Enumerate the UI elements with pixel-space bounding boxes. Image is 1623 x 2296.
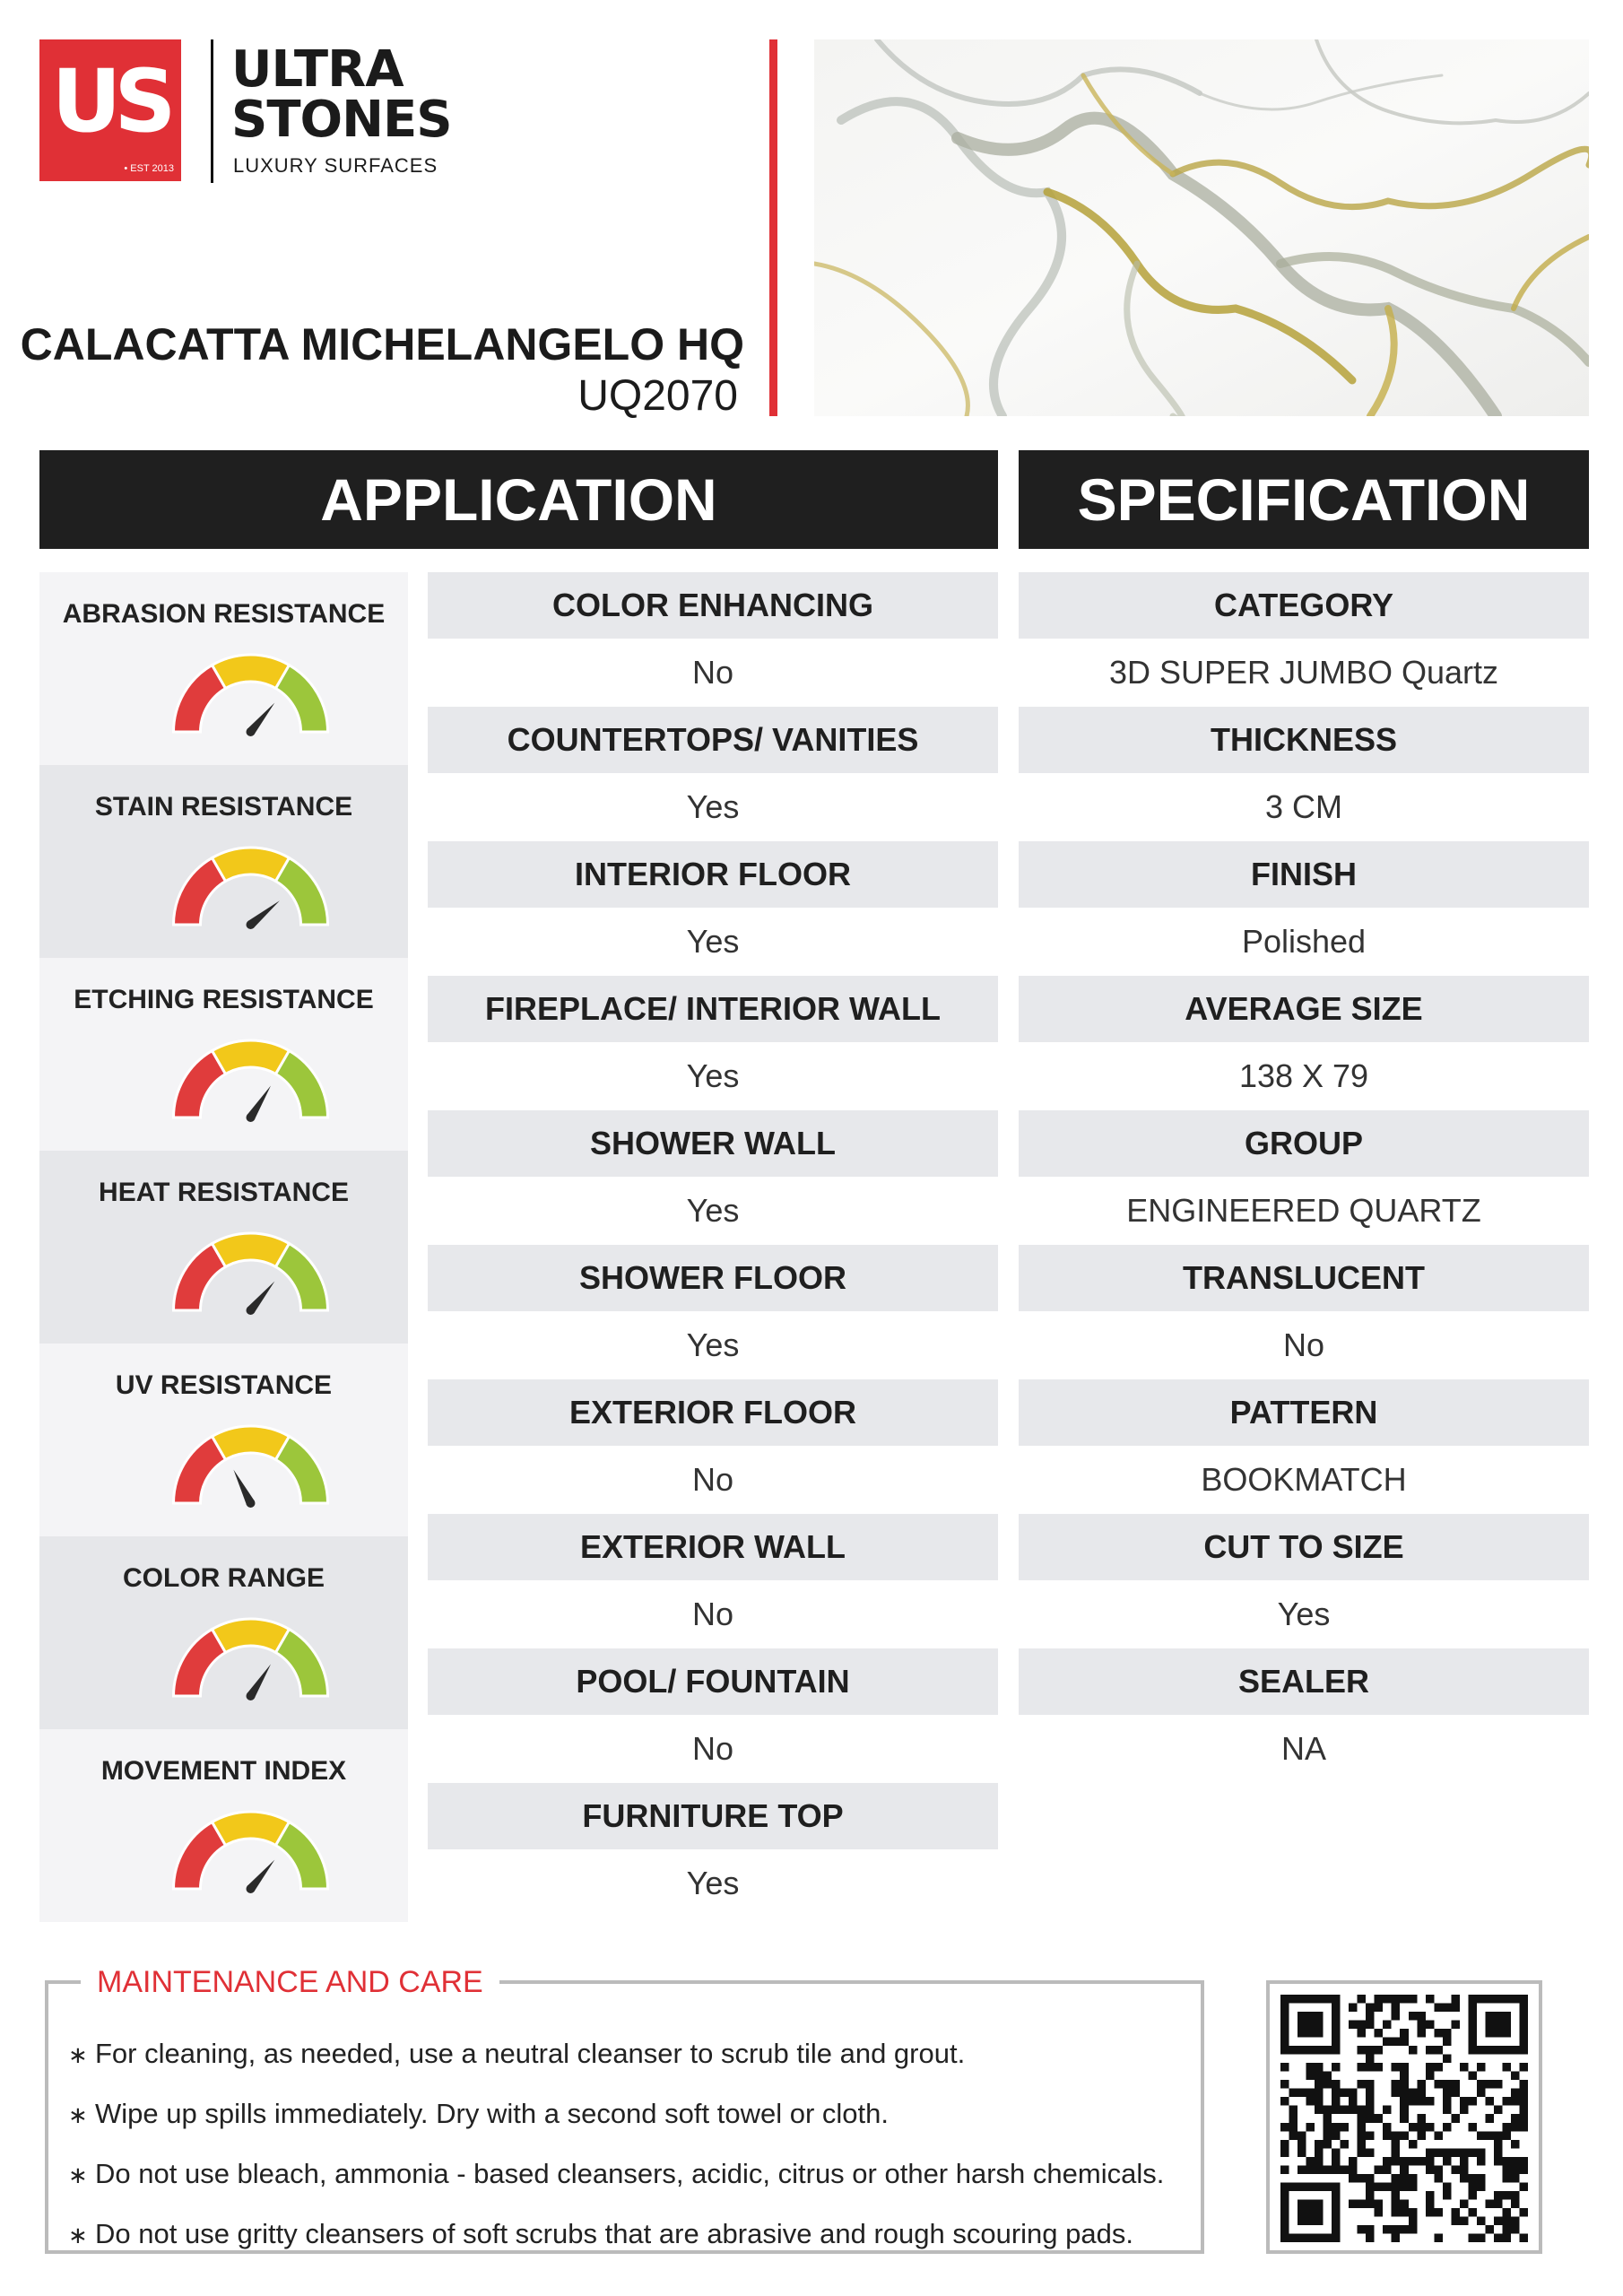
application-value: Yes xyxy=(686,923,740,960)
gauge-etching-resistance xyxy=(39,958,408,1151)
brand-tagline: LUXURY SURFACES xyxy=(233,154,438,177)
gauge-hub xyxy=(247,727,256,736)
gauge-hub xyxy=(247,1306,256,1315)
application-label: SHOWER FLOOR xyxy=(428,1245,998,1311)
application-label: FURNITURE TOP xyxy=(428,1783,998,1849)
maintenance-item xyxy=(68,2144,1164,2205)
brand-name-line2: STONES xyxy=(231,91,452,149)
brand-name-line1: ULTRA xyxy=(231,40,404,99)
maintenance-box xyxy=(45,1965,1204,2254)
gauge-movement-index xyxy=(39,1729,408,1922)
product-name: CALACATTA MICHELANGELO HQ xyxy=(20,319,744,370)
gauge-green-segment xyxy=(276,1822,328,1889)
asterisk-icon: ∗ xyxy=(68,2101,88,2128)
speedometer-gauge-icon xyxy=(172,1615,329,1705)
gauge-green-segment xyxy=(276,1051,328,1118)
gauge-abrasion-resistance xyxy=(39,572,408,765)
maintenance-item-text: Wipe up spills immediately. Dry with a second soft towel or cloth. xyxy=(95,2098,889,2129)
speedometer-gauge-icon xyxy=(172,1808,329,1898)
gauge-hub xyxy=(247,1113,256,1122)
application-label: FIREPLACE/ INTERIOR WALL xyxy=(428,976,998,1042)
specification-value: 3 CM xyxy=(1264,788,1342,825)
logo-divider xyxy=(211,39,213,183)
maintenance-item-text: Do not use gritty cleansers of soft scrubs that are abrasive and rough scouring pads. xyxy=(95,2218,1133,2249)
speedometer-gauge-icon xyxy=(172,844,329,934)
gauge-green-segment xyxy=(276,665,328,732)
accent-bar xyxy=(769,39,777,416)
application-header: APPLICATION xyxy=(39,450,998,549)
application-value: No xyxy=(691,1596,734,1632)
specification-value: NA xyxy=(1280,1730,1326,1767)
marble-slab-image xyxy=(814,39,1589,416)
maintenance-item xyxy=(68,2084,1164,2144)
asterisk-icon: ∗ xyxy=(68,2041,88,2068)
qr-code-icon[interactable] xyxy=(1280,1995,1528,2242)
logo-monogram: US xyxy=(51,51,169,152)
speedometer-gauge-icon xyxy=(172,1230,329,1319)
speedometer-gauge-icon xyxy=(172,651,329,741)
specification-label: FINISH xyxy=(1019,841,1589,908)
maintenance-item xyxy=(68,2024,1164,2084)
asterisk-icon: ∗ xyxy=(68,2161,88,2188)
application-label: COLOR ENHANCING xyxy=(428,572,998,639)
application-label: POOL/ FOUNTAIN xyxy=(428,1648,998,1715)
speedometer-gauge-icon xyxy=(172,1037,329,1126)
specification-label: TRANSLUCENT xyxy=(1019,1245,1589,1311)
asterisk-icon: ∗ xyxy=(68,2222,88,2248)
application-value: Yes xyxy=(686,1192,740,1229)
gauge-green-segment xyxy=(276,1244,328,1310)
application-value: Yes xyxy=(686,1057,740,1094)
gauge-label: HEAT RESISTANCE xyxy=(99,1178,349,1207)
application-label: INTERIOR FLOOR xyxy=(428,841,998,908)
gauge-hub xyxy=(247,1692,256,1700)
application-label: EXTERIOR FLOOR xyxy=(428,1379,998,1446)
gauge-label: ETCHING RESISTANCE xyxy=(74,985,374,1014)
application-value: Yes xyxy=(686,1865,740,1901)
maintenance-item xyxy=(68,2205,1164,2265)
maintenance-item-text: For cleaning, as needed, use a neutral cleanser to scrub tile and grout. xyxy=(95,2038,966,2069)
gauge-uv-resistance xyxy=(39,1344,408,1536)
gauge-label: STAIN RESISTANCE xyxy=(94,792,353,822)
application-label: EXTERIOR WALL xyxy=(428,1514,998,1580)
logo-est: • EST 2013 xyxy=(124,163,174,174)
specification-label: GROUP xyxy=(1019,1110,1589,1177)
specification-value: Polished xyxy=(1241,923,1367,960)
maintenance-list xyxy=(68,2024,1164,2265)
application-label: SHOWER WALL xyxy=(428,1110,998,1177)
application-value: No xyxy=(691,1461,734,1498)
gauge-hub xyxy=(247,1499,256,1508)
specification-label: PATTERN xyxy=(1019,1379,1589,1446)
gauge-color-range xyxy=(39,1536,408,1729)
gauge-green-segment xyxy=(276,1437,328,1503)
application-label: COUNTERTOPS/ VANITIES xyxy=(428,707,998,773)
gauge-heat-resistance xyxy=(39,1151,408,1344)
qr-code-box[interactable] xyxy=(1266,1980,1542,2254)
product-code: UQ2070 xyxy=(577,372,738,420)
application-value: Yes xyxy=(686,788,740,825)
maintenance-item-text: Do not use bleach, ammonia - based cleansers, acidic, citrus or other harsh chemicals. xyxy=(95,2158,1165,2189)
brand-logo xyxy=(39,39,181,181)
gauge-hub xyxy=(247,920,256,929)
specification-value: 3D SUPER JUMBO Quartz xyxy=(1108,654,1499,691)
gauge-label: COLOR RANGE xyxy=(123,1563,325,1593)
specification-label: SEALER xyxy=(1019,1648,1589,1715)
specification-value: Yes xyxy=(1277,1596,1331,1632)
specification-label: CATEGORY xyxy=(1019,572,1589,639)
gauge-stain-resistance xyxy=(39,765,408,958)
specification-header: SPECIFICATION xyxy=(1019,450,1589,549)
specification-label: CUT TO SIZE xyxy=(1019,1514,1589,1580)
specification-label: THICKNESS xyxy=(1019,707,1589,773)
specification-value: BOOKMATCH xyxy=(1201,1461,1407,1498)
specification-label: AVERAGE SIZE xyxy=(1019,976,1589,1042)
application-value: Yes xyxy=(686,1326,740,1363)
gauge-label: MOVEMENT INDEX xyxy=(100,1756,347,1786)
specification-value: 138 X 79 xyxy=(1238,1057,1369,1094)
gauge-hub xyxy=(247,1884,256,1893)
specification-value: ENGINEERED QUARTZ xyxy=(1126,1192,1481,1229)
specification-value: No xyxy=(1282,1326,1325,1363)
speedometer-gauge-icon xyxy=(172,1422,329,1512)
gauge-label: UV RESISTANCE xyxy=(115,1370,333,1400)
maintenance-title: MAINTENANCE AND CARE xyxy=(81,1962,499,2002)
gauge-label: ABRASION RESISTANCE xyxy=(62,599,386,629)
gauge-green-segment xyxy=(276,1630,328,1696)
gauge-green-segment xyxy=(276,858,328,925)
application-value: No xyxy=(691,654,734,691)
application-value: No xyxy=(691,1730,734,1767)
